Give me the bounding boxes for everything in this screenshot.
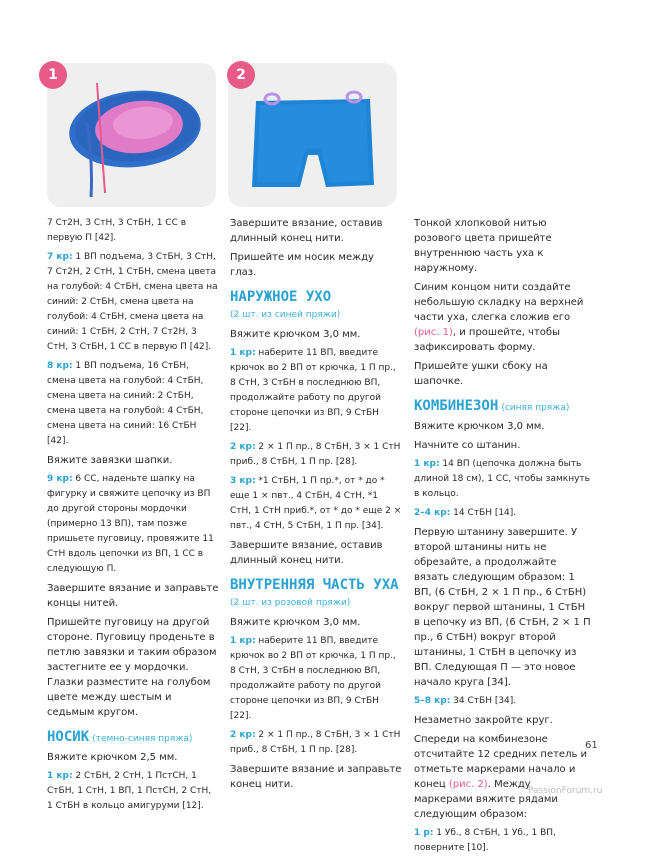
paragraph: Вяжите завязки шапки.: [47, 455, 173, 466]
outer-round-1: 1 кр: наберите 11 ВП, введите крючок во 2 ВП от крючка, 1 П пр., 8 СтН, 3 СтБН в последнюю ВП, продолжайте работу по другой стороне цепочки из ВП, 9 СтБН [22].: [230, 348, 396, 433]
paragraph: Завершите вязание, оставив длинный конец нити.: [230, 540, 383, 566]
paragraph: Пришейте им носик между глаз.: [230, 252, 374, 278]
figure-ref-2: (рис. 2): [448, 779, 488, 790]
paragraph: Вяжите крючком 3,0 мм.: [230, 329, 361, 340]
column-left: [47, 216, 219, 818]
paragraph: Пришейте ушки сбоку на шапочке.: [414, 361, 548, 387]
section-heading-inner-ear: ВНУТРЕННЯЯ ЧАСТЬ УХА: [230, 577, 399, 593]
paragraph: Завершите вязание и заправьте концы нитей.: [47, 583, 219, 609]
nose-round-1: 1 кр: 2 СтБН, 2 СтН, 1 ПстСН, 1 СтБН, 1 СтН, 1 ВП, 1 ПстСН, 2 СтН, 1 СтБН в кольцо амигуруми [12].: [47, 771, 212, 811]
step-badge-1: 1: [39, 61, 67, 89]
paragraph: Пришейте пуговицу на другой стороне. Пуговицу проденьте в петлю завязки и таким образом застегните ее у мордочки. Глазки разместите на голубом цвете между шестым и седьмым кругом.: [47, 617, 217, 718]
suit-round-2-4: 2–4 кр: 14 СтБН [14].: [414, 508, 517, 518]
round-9: 9 кр: 6 СС, наденьте шапку на фигурку и свяжите цепочку из ВП до другой стороны мордочки (примерно 13 ВП), там позже пришьете пуговицу, провяжите 11 СтН вдоль цепочки из ВП, 1 СС в следующую П.: [47, 474, 214, 574]
outer-round-2: 2 кр: 2 × 1 П пр., 8 СтБН, 3 × 1 СтН приб., 8 СтБН, 1 П пр. [28].: [230, 442, 401, 467]
jumpsuit-illustration: [228, 63, 397, 207]
paragraph: Тонкой хлопковой нитью розового цвета пришейте внутреннюю часть уха к наружному.: [414, 218, 552, 274]
section-subheading: (2 шт. из синей пряжи): [230, 310, 341, 320]
paragraph: Вяжите крючком 3,0 мм.: [414, 421, 545, 432]
round-8: 8 кр: 1 ВП подъема, 16 СтБН, смена цвета на голубой: 4 СтБН, смена цвета на синий: 2 СтБН, смена цвета на голубой: 4 СтБН, смена цвета на синий: 16 СтБН [42].: [47, 361, 204, 446]
section-heading-outer-ear: НАРУЖНОЕ УХО: [230, 289, 332, 305]
photo-jumpsuit: [228, 63, 397, 207]
suit-round-1: 1 кр: 14 ВП (цепочка должна быть длиной 18 см), 1 СС, чтобы замкнуть в кольцо.: [414, 459, 590, 499]
suit-row-1: 1 р: 1 Уб., 8 СтБН, 1 Уб., 1 ВП, поверните [10].: [414, 828, 556, 853]
inner-round-1: 1 кр: наберите 11 ВП, введите крючок во 2 ВП от крючка, 1 П пр., 8 СтН, 3 СтБН в последнюю ВП, продолжайте работу по другой стороне цепочки из ВП, 9 СтБН [22].: [230, 636, 396, 721]
paragraph: 7 Ст2Н, 3 СтН, 3 СтБН, 1 СС в первую П [42].: [47, 218, 187, 243]
section-heading-jumpsuit: КОМБИНЕЗОН (синяя пряжа): [414, 398, 570, 414]
ear-illustration: [47, 63, 216, 207]
paragraph: Синим концом нити создайте небольшую складку на верхней части уха, слегка сложив его (рис. 1), и прошейте, чтобы зафиксировать форму.: [414, 282, 584, 353]
page-number: 61: [585, 740, 598, 751]
column-middle: [230, 216, 402, 796]
round-7: 7 кр: 1 ВП подъема, 3 СтБН, 3 СтН, 7 Ст2Н, 2 СтН, 1 СтБН, смена цвета на голубой: 4 СтБН, смена цвета на синий: 2 СтБН, смена цвета на голубой: 4 СтБН, смена цвета на синий: 1 СтБН, 2 СтН, 7 Ст2Н, 3 СтН, 3 СтБН, 1 СС в первую П [42].: [47, 252, 218, 352]
paragraph: Незаметно закройте круг.: [414, 715, 553, 726]
paragraph: Спереди на комбинезоне отсчитайте 12 средних петель и отметьте маркерами начало и конец (рис. 2). Между маркерами вяжите рядами следующим образом:: [414, 734, 588, 820]
suit-round-5-8: 5–8 кр: 34 СтБН [34].: [414, 696, 517, 706]
watermark: PassionForum.ru: [528, 786, 603, 796]
inner-round-2: 2 кр: 2 × 1 П пр., 8 СтБН, 3 × 1 СтН приб., 8 СтБН, 1 П пр. [28].: [230, 730, 401, 755]
step-badge-2: 2: [227, 61, 255, 89]
paragraph: Вяжите крючком 2,5 мм.: [47, 752, 178, 763]
section-subheading: (2 шт. из розовой пряжи): [230, 598, 351, 608]
paragraph: Завершите вязание, оставив длинный конец нити.: [230, 218, 383, 244]
paragraph: Завершите вязание и заправьте конец нити.: [230, 764, 402, 790]
paragraph: Начните со штанин.: [414, 440, 521, 451]
section-heading-nose: НОСИК (темно-синяя пряжа): [47, 729, 193, 745]
figure-ref-1: (рис. 1): [414, 327, 453, 338]
paragraph: Первую штанину завершите. У второй штанины нить не обрезайте, а продолжайте вязать следующим образом: 1 ВП, (6 СтБН, 2 × 1 П пр., 6 СтБН) вокруг первой штанины, 1 СтБН в цепочку из ВП, (6 СтБН, 2 × 1 П пр., 6 СтБН) вокруг второй штанины, 1 СтБН в цепочку из ВП. Следующая П — это новое начало круга [34].: [414, 527, 591, 688]
photo-ear-inner: [47, 63, 216, 207]
outer-round-3: 3 кр: *1 СтБН, 1 П пр.*, от * до * еще 1 × пвт., 4 СтБН, 4 СтН, *1 СтН, 1 СтН приб.*, от * до * еще 2 × пвт., 4 СтН, 5 СтБН, 1 П пр. [34].: [230, 476, 402, 531]
paragraph: Вяжите крючком 3,0 мм.: [230, 617, 361, 628]
column-right: [414, 216, 592, 860]
